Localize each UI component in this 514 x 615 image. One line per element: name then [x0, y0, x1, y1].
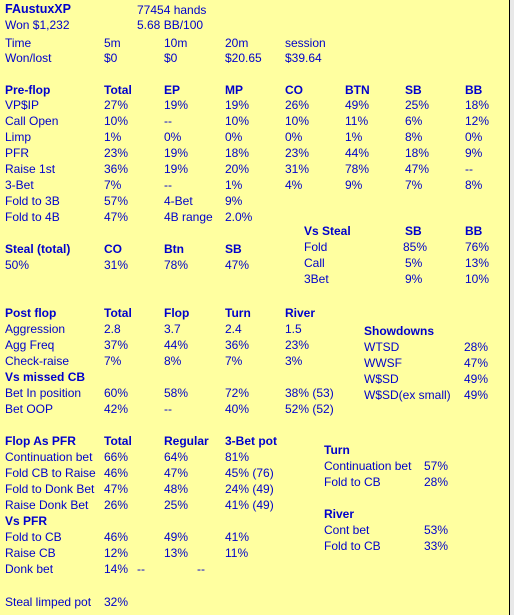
cell: 45% (76): [225, 466, 274, 480]
postflop-col-turn: Turn: [225, 306, 251, 320]
cell: 46%: [104, 466, 129, 480]
row-label: Fold to 4B: [5, 210, 60, 224]
wonlost-session: $39.64: [285, 51, 322, 65]
cell: 2.8: [104, 322, 121, 336]
row-label: Continuation bet: [5, 450, 93, 464]
cell: --: [164, 178, 172, 192]
cell: 7%: [225, 354, 243, 368]
preflop-col-bb: BB: [465, 83, 483, 97]
cell: 0%: [164, 130, 182, 144]
cell: 10%: [465, 272, 490, 286]
vs-steal-call-label: Call: [304, 256, 325, 270]
cell: 18%: [225, 146, 250, 160]
cell: 4%: [285, 178, 303, 192]
four-bet-label: 4-Bet: [164, 194, 193, 208]
bb-per-100: 5.68 BB/100: [137, 18, 204, 32]
river-title: River: [324, 507, 355, 521]
wsd-value: 49%: [464, 372, 489, 386]
row-label: Raise Donk Bet: [5, 498, 89, 512]
cell: 24% (49): [225, 482, 274, 496]
cell: 19%: [164, 98, 189, 112]
cell: 46%: [104, 530, 129, 544]
cell: 7%: [104, 354, 122, 368]
cell: 1%: [345, 130, 363, 144]
cell: 0%: [285, 130, 303, 144]
preflop-col-btn: BTN: [345, 83, 370, 97]
cell: 52% (52): [285, 402, 334, 416]
cell: 9%: [465, 146, 483, 160]
wonlost-20m: $20.65: [225, 51, 262, 65]
cell: 3%: [285, 354, 303, 368]
postflop-col-river: River: [285, 306, 316, 320]
cell: 13%: [465, 256, 490, 270]
cell: 41% (49): [225, 498, 274, 512]
row-label: Donk bet: [5, 562, 54, 576]
postflop-col-flop: Flop: [164, 306, 190, 320]
wsd-label: W$SD: [364, 372, 399, 386]
cell: 26%: [104, 498, 129, 512]
preflop-col-sb: SB: [405, 83, 422, 97]
cell: 78%: [164, 258, 189, 272]
cell: 10%: [285, 114, 310, 128]
flop-pfr-col-3bet-pot: 3-Bet pot: [225, 434, 277, 448]
row-label: Fold to 3B: [5, 194, 60, 208]
cell: 7%: [405, 178, 423, 192]
cell: 11%: [345, 114, 369, 128]
wtsd-value: 28%: [464, 340, 489, 354]
player-name: FAustuxXP: [5, 2, 71, 16]
cell: 1%: [225, 178, 243, 192]
steal-limped-pot-label: Steal limped pot: [5, 595, 92, 609]
cell: 25%: [164, 498, 189, 512]
row-label: Limp: [5, 130, 32, 144]
cell: 58%: [164, 386, 189, 400]
turn-fold-cb-value: 28%: [424, 475, 449, 489]
steal-col-co: CO: [104, 242, 122, 256]
cell: --: [164, 402, 172, 416]
turn-cbet-label: Continuation bet: [324, 459, 412, 473]
steal-limped-pot-value: 32%: [104, 595, 129, 609]
cell: 41%: [225, 530, 250, 544]
cell: 18%: [465, 98, 490, 112]
cell: 57%: [104, 194, 129, 208]
cell: 12%: [465, 114, 490, 128]
cell: 19%: [164, 146, 189, 160]
time-10m: 10m: [164, 36, 188, 50]
cell: 8%: [405, 130, 423, 144]
row-label: Call Open: [5, 114, 59, 128]
row-label: 3-Bet: [5, 178, 34, 192]
steal-col-btn: Btn: [164, 242, 184, 256]
wtsd-label: WTSD: [364, 340, 400, 354]
cell: 14%: [104, 562, 129, 576]
cell: 13%: [164, 546, 189, 560]
cell: 31%: [285, 162, 310, 176]
cell: 23%: [104, 146, 129, 160]
cell: 12%: [104, 546, 129, 560]
turn-cbet-value: 57%: [424, 459, 449, 473]
cell: 9%: [225, 194, 243, 208]
row-label: Fold to CB: [5, 530, 62, 544]
cell: 8%: [164, 354, 182, 368]
row-label: Fold to Donk Bet: [5, 482, 95, 496]
cell: 2.0%: [225, 210, 253, 224]
row-label: Raise 1st: [5, 162, 56, 176]
missed-cb-title: Vs missed CB: [5, 370, 86, 384]
preflop-col-total: Total: [104, 83, 132, 97]
cell: 6%: [405, 114, 423, 128]
cell: 0%: [225, 130, 243, 144]
preflop-title: Pre-flop: [5, 83, 51, 97]
cell: 36%: [104, 162, 129, 176]
time-5m: 5m: [104, 36, 121, 50]
river-fold-cb-value: 33%: [424, 539, 449, 553]
cell: --: [164, 114, 172, 128]
cell: 5%: [405, 256, 423, 270]
cell: 47%: [225, 258, 250, 272]
cell: --: [137, 562, 145, 576]
cell: 9%: [405, 272, 423, 286]
wonlost-10m: $0: [164, 51, 178, 65]
cell: 37%: [104, 338, 129, 352]
wwsf-label: WWSF: [364, 356, 402, 370]
cell: 66%: [104, 450, 129, 464]
river-fold-cb-label: Fold to CB: [324, 539, 381, 553]
row-label: Check-raise: [5, 354, 70, 368]
cell: 60%: [104, 386, 129, 400]
wwsf-value: 47%: [464, 356, 489, 370]
cell: 0%: [465, 130, 483, 144]
flop-pfr-col-regular: Regular: [164, 434, 209, 448]
wsd-ex-small-label: W$SD(ex small): [364, 388, 451, 402]
cell: 47%: [104, 210, 129, 224]
row-label: Aggression: [5, 322, 66, 336]
row-label: Agg Freq: [5, 338, 55, 352]
cell: 40%: [225, 402, 250, 416]
flop-pfr-title: Flop As PFR: [5, 434, 76, 448]
steal-total: 50%: [5, 258, 30, 272]
row-label: Bet In position: [5, 386, 82, 400]
won-amount: Won $1,232: [5, 18, 70, 32]
vertical-scrollbar[interactable]: [510, 0, 514, 615]
cell: 76%: [465, 240, 490, 254]
row-label: Raise CB: [5, 546, 56, 560]
cell: 23%: [285, 146, 310, 160]
cell: 8%: [465, 178, 483, 192]
cell: 11%: [225, 546, 249, 560]
preflop-col-mp: MP: [225, 83, 243, 97]
cell: 19%: [225, 98, 250, 112]
vs-steal-fold-label: Fold: [304, 240, 328, 254]
cell: 2.4: [225, 322, 242, 336]
cell: 47%: [164, 466, 189, 480]
row-label: PFR: [5, 146, 29, 160]
vs-steal-title: Vs Steal: [304, 224, 351, 238]
hands-count: 77454 hands: [137, 3, 207, 17]
wonlost-label: Won/lost: [5, 51, 52, 65]
cell: 3.7: [164, 322, 181, 336]
cell: 49%: [164, 530, 189, 544]
cell: 44%: [345, 146, 370, 160]
cell: 42%: [104, 402, 129, 416]
vs-steal-3bet-label: 3Bet: [304, 272, 329, 286]
cell: 9%: [345, 178, 363, 192]
time-session: session: [285, 36, 326, 50]
cell: --: [465, 162, 473, 176]
wonlost-5m: $0: [104, 51, 118, 65]
cell: 1%: [104, 130, 122, 144]
time-label: Time: [5, 36, 32, 50]
four-bet-range-label: 4B range: [164, 210, 213, 224]
turn-title: Turn: [324, 443, 350, 457]
cell: 20%: [225, 162, 250, 176]
wsd-ex-small-value: 49%: [464, 388, 489, 402]
cell: 48%: [164, 482, 189, 496]
postflop-col-total: Total: [104, 306, 132, 320]
cell: 72%: [225, 386, 250, 400]
river-cbet-value: 53%: [424, 523, 449, 537]
cell: 27%: [104, 98, 129, 112]
cell: 78%: [345, 162, 370, 176]
vs-steal-col-sb: SB: [405, 224, 422, 238]
cell: 38% (53): [285, 386, 334, 400]
vs-steal-col-bb: BB: [465, 224, 483, 238]
cell: 36%: [225, 338, 250, 352]
preflop-col-ep: EP: [164, 83, 181, 97]
cell: 23%: [285, 338, 310, 352]
steal-title: Steal (total): [5, 242, 71, 256]
vs-pfr-title: Vs PFR: [5, 514, 48, 528]
showdowns-title: Showdowns: [364, 324, 434, 338]
cell: 49%: [345, 98, 370, 112]
river-cbet-label: Cont bet: [324, 523, 370, 537]
row-label: Fold CB to Raise: [5, 466, 96, 480]
steal-col-sb: SB: [225, 242, 242, 256]
cell: 25%: [405, 98, 430, 112]
row-label: Bet OOP: [5, 402, 54, 416]
cell: 85%: [403, 240, 428, 254]
cell: 18%: [405, 146, 430, 160]
cell: 64%: [164, 450, 189, 464]
cell: 31%: [104, 258, 129, 272]
postflop-title: Post flop: [5, 306, 57, 320]
cell: 19%: [164, 162, 189, 176]
cell: 1.5: [285, 322, 302, 336]
time-20m: 20m: [225, 36, 249, 50]
cell: 44%: [164, 338, 189, 352]
cell: 10%: [225, 114, 250, 128]
cell: 47%: [405, 162, 430, 176]
cell: 10%: [104, 114, 129, 128]
preflop-col-co: CO: [285, 83, 303, 97]
cell: --: [197, 562, 205, 576]
row-label: VP$IP: [5, 98, 40, 112]
cell: 81%: [225, 450, 250, 464]
flop-pfr-col-total: Total: [104, 434, 132, 448]
cell: 47%: [104, 482, 129, 496]
turn-fold-cb-label: Fold to CB: [324, 475, 381, 489]
cell: 7%: [104, 178, 122, 192]
cell: 26%: [285, 98, 310, 112]
